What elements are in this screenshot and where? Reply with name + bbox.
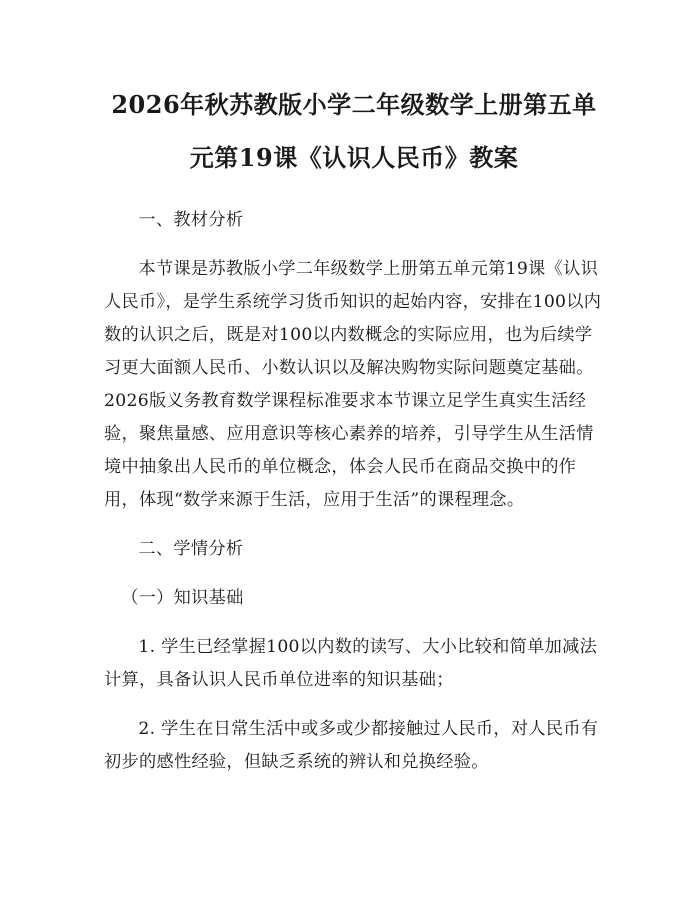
subsection-heading-knowledge-base: （一）知识基础 — [121, 588, 244, 608]
section-heading-learner-analysis: 二、学情分析 — [138, 539, 244, 559]
title-line-1: 2026年秋苏教版小学二年级数学上册第五单 — [111, 90, 597, 119]
list-item-1: 1. 学生已经掌握100以内数的读写、大小比较和简单加减法计算，具备认识人民币单位进率的知识基础； — [104, 637, 598, 690]
document-body — [104, 204, 604, 779]
list-item-2: 2. 学生在日常生活中或多或少都接触过人民币，对人民币有初步的感性经验，但缺乏系统的辨认和兑换经验。 — [104, 719, 599, 772]
document-title — [104, 0, 604, 184]
textbook-analysis-paragraph: 本节课是苏教版小学二年级数学上册第五单元第19课《认识人民币》，是学生系统学习货币知识的起始内容，安排在100以内数的认识之后，既是对100以内数概念的实际应用，也为后续学习更大面额人民币、小数认识以及解决购物实际问题奠定基础。2026版义务教育数学课程标准要求本节课立足学生真实生活经验，聚焦量感、应用意识等核心素养的培养，引导学生从生活情境中抽象出人民币的单位概念，体会人民币在商品交换中的作用，体现“数学来源于生活，应用于生活”的课程理念。 — [104, 259, 602, 510]
title-line-2: 元第19课《认识人民币》教案 — [189, 143, 519, 172]
section-heading-textbook-analysis: 一、教材分析 — [138, 210, 244, 230]
